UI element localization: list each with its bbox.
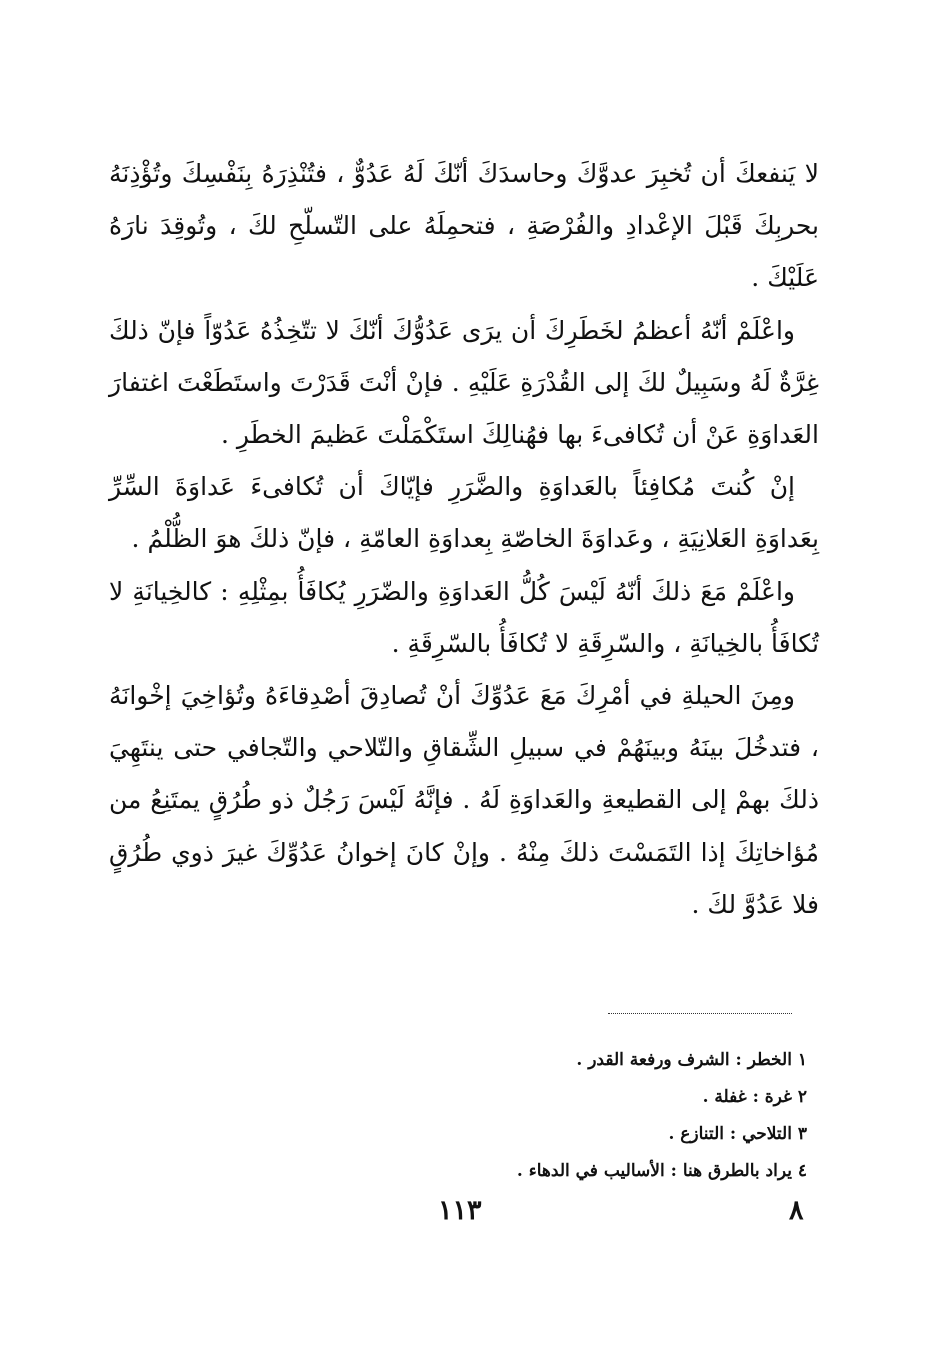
paragraph-5: ومِنَ الحيلةِ في أمْرِكَ مَعَ عَدُوِّكَ أنْ تُصادِقَ أصْدِقاءَهُ وتُؤاخِيَ إخْوانَهُ ، فتدخُلَ بينَهُ وبينَهُمْ في سبيلِ الشِّقاقِ والتّلاحي والتّجافي حتى ينتَهِيَ ذلكَ بهمْ إلى القطيعةِ والعَداوَةِ لَهُ . فإنَّهُ لَيْسَ رَجُلٌ ذو طُرُقٍ يمتَنِعُ من مُؤاخاتِكَ إذا التَمَسْتَ ذلكَ مِنْهُ . وإنْ كانَ إخوانُ عَدُوِّكَ غيرَ ذوي طُرُقٍ فلا عَدُوَّ لكَ . [109,681,819,919]
main-text-body [109,148,819,931]
footnote-3: ٣ التلاحي : التنازع . [668,1124,807,1144]
paragraph-2: واعْلَمْ أنّهُ أعظمُ لخَطَرِكَ أن يرَى عَدُوُّكَ أنّكَ لا تتّخِذُهُ عَدُوّاً فإنّ ذلكَ غِرَّةٌ لَهُ وسَبِيلٌ لكَ إلى القُدْرَةِ عَلَيْهِ . فإنْ أنْتَ قَدَرْتَ واستَطَعْتَ اغتفارَ العَداوَةِ عَنْ أن تُكافىءَ بها فهُنالِكَ استَكْمَلْتَ عَظيمَ الخطَرِ . [109,315,819,450]
footnote-1: ١ الخطر : الشرف ورفعة القدر . [576,1050,807,1070]
signature-number: ٨ [789,1195,804,1226]
footnote-2: ٢ غرة : غفلة . [702,1087,807,1107]
paragraph-1: لا يَنفعكَ أن تُخبِرَ عدوَّكَ وحاسدَكَ أنّكَ لَهُ عَدُوٌّ ، فتُنْذِرَهُ بِنَفْسِكَ وتُؤْذِنَهُ بحربِكَ قَبْلَ الإعْدادِ والفُرْصَةِ ، فتحمِلَهُ على التّسلّحِ لكَ ، وتُوقِدَ نارَهُ عَلَيْكَ . [109,159,819,293]
footnotes [447,1042,807,1190]
page-number: ١١٣ [438,1195,482,1226]
footnote-4: ٤ يراد بالطرق هنا : الأساليب في الدهاء . [516,1161,807,1181]
paragraph-3: إنْ كُنتَ مُكافِئاً بالعَداوَةِ والضَّرَرِ فإيّاكَ أن تُكافىءَ عَداوَةَ السِّرِّ بِعَداوَةِ العَلانِيَةِ ، وعَداوَةَ الخاصّةِ بِعداوَةِ العامّةِ ، فإنّ ذلكَ هوَ الظُّلْمُ . [109,472,819,554]
footnote-divider [608,1013,792,1014]
paragraph-4: واعْلَمْ مَعَ ذلكَ أنّهُ لَيْسَ كُلُّ العَداوَةِ والضّرَرِ يُكافَأُ بمِثْلِهِ : كالخِيانَةِ لا تُكافَأُ بالخِيانَةِ ، والسّرِقَةِ لا تُكافَأُ بالسّرِقَةِ . [109,576,819,658]
